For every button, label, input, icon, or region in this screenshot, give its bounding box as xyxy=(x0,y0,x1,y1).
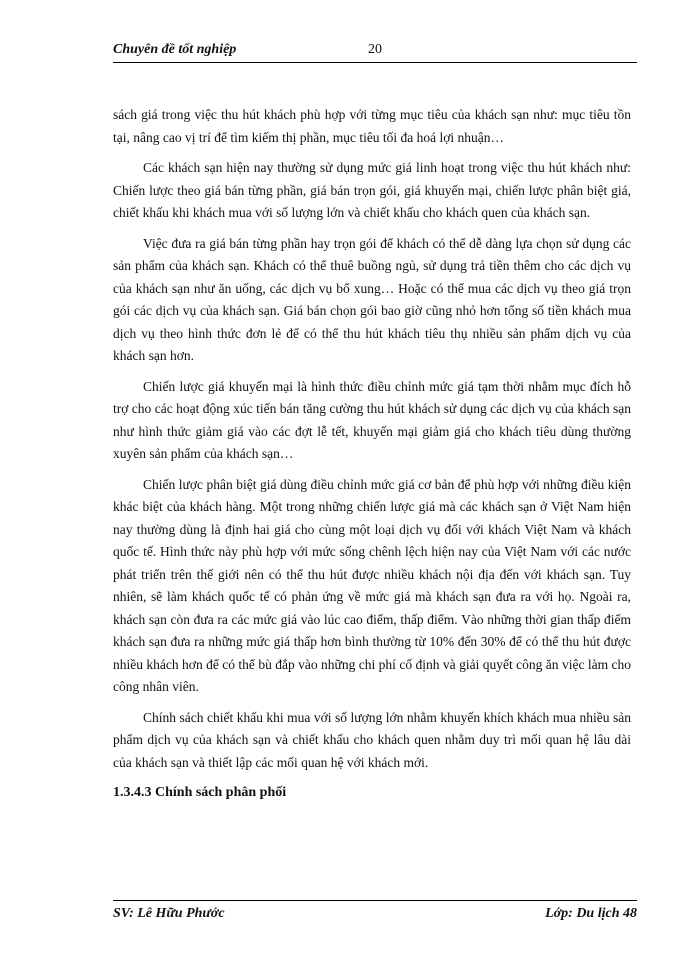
page-body xyxy=(113,104,631,804)
footer-author: SV: Lê Hữu Phước xyxy=(113,906,225,921)
page-number: 20 xyxy=(368,42,382,57)
page-footer xyxy=(113,906,637,926)
paragraph-continuation: sách giá trong việc thu hút khách phù hợp với từng mục tiêu của khách sạn như: mục tiêu tồn tại, nâng cao vị trí để tìm kiếm thị phần, mục tiêu tối đa hoá lợi nhuận… xyxy=(113,107,631,145)
footer-divider xyxy=(113,900,637,901)
paragraph-discount-policy: Chính sách chiết khấu khi mua với số lượng lớn nhằm khuyến khích khách mua nhiều sản phẩm dịch vụ của khách sạn và chiết khấu cho khách quen nhằm duy trì mối quan hệ lâu dài của khách sạn và thiết lập các mối quan hệ với khách mới. xyxy=(113,709,631,770)
paragraph-package-pricing: Việc đưa ra giá bán từng phần hay trọn gói để khách có thể dễ dàng lựa chọn sử dụng các sản phẩm của khách sạn. Khách có thể thuê buồng ngủ, sử dụng trả tiền thêm cho các dịch vụ của khách sạn như ăn uống, các dịch vụ bổ xung… Hoặc có thể mua các dịch vụ theo giá trọn gói các dịch vụ của khách sạn. Giá bán chọn gói bao giờ cũng nhỏ hơn tổng số tiền khách mua dịch vụ theo hình thức đơn lẻ để có thể thu hút khách tiêu thụ nhiều sản phẩm dịch vụ của khách sạn hơn. xyxy=(113,235,631,363)
page-header xyxy=(113,42,637,62)
header-title: Chuyên đề tốt nghiệp xyxy=(113,42,237,57)
paragraph-price-discrimination: Chiến lược phân biệt giá dùng điều chỉnh mức giá cơ bản để phù hợp với những điều kiện khác biệt của khách hàng. Một trong những chiến lược giá mà các khách sạn ở Việt Nam hiện nay thường dùng là định hai giá cho cùng một loại dịch vụ đối với khách Việt Nam và khách quốc tế. Hình thức này phù hợp với mức sống chênh lệch hiện nay của Việt Nam với các nước phát triển trên thế giới nên có thể thu hút được nhiều khách nội địa đến với khách sạn. Tuy nhiên, sẽ làm khách quốc tế có phản ứng về mức giá mà khách sạn đưa ra với họ. Ngoài ra, khách sạn còn đưa ra các mức giá vào lúc cao điểm, thấp điểm. Vào những thời gian thấp điểm khách sạn đưa ra những mức giá thấp hơn bình thường từ 10% đến 30% để có thể thu hút được nhiều khách hơn để có thể bù đắp vào những chi phí cố định và giải quyết công ăn việc làm cho công nhân viên. xyxy=(113,476,631,694)
paragraph-promotional-pricing: Chiến lược giá khuyến mại là hình thức điều chỉnh mức giá tạm thời nhằm mục đích hỗ trợ cho các hoạt động xúc tiến bán tăng cường thu hút khách sử dụng các dịch vụ của khách sạn như hình thức giảm giá vào các đợt lễ tết, khuyến mại giảm giá cho khách tiêu dùng thường xuyên sản phẩm của khách sạn… xyxy=(113,378,631,461)
footer-class: Lớp: Du lịch 48 xyxy=(545,906,637,921)
section-heading: 1.3.4.3 Chính sách phân phối xyxy=(113,785,287,800)
header-divider xyxy=(113,62,637,63)
paragraph-flexible-pricing: Các khách sạn hiện nay thường sử dụng mức giá linh hoạt trong việc thu hút khách như: Chiến lược theo giá bán từng phần, giá bán trọn gói, giá khuyến mại, chiến lược phân biệt giá, chiết khấu khi khách mua với số lượng lớn và chiết khấu cho khách quen của khách sạn. xyxy=(113,160,631,220)
